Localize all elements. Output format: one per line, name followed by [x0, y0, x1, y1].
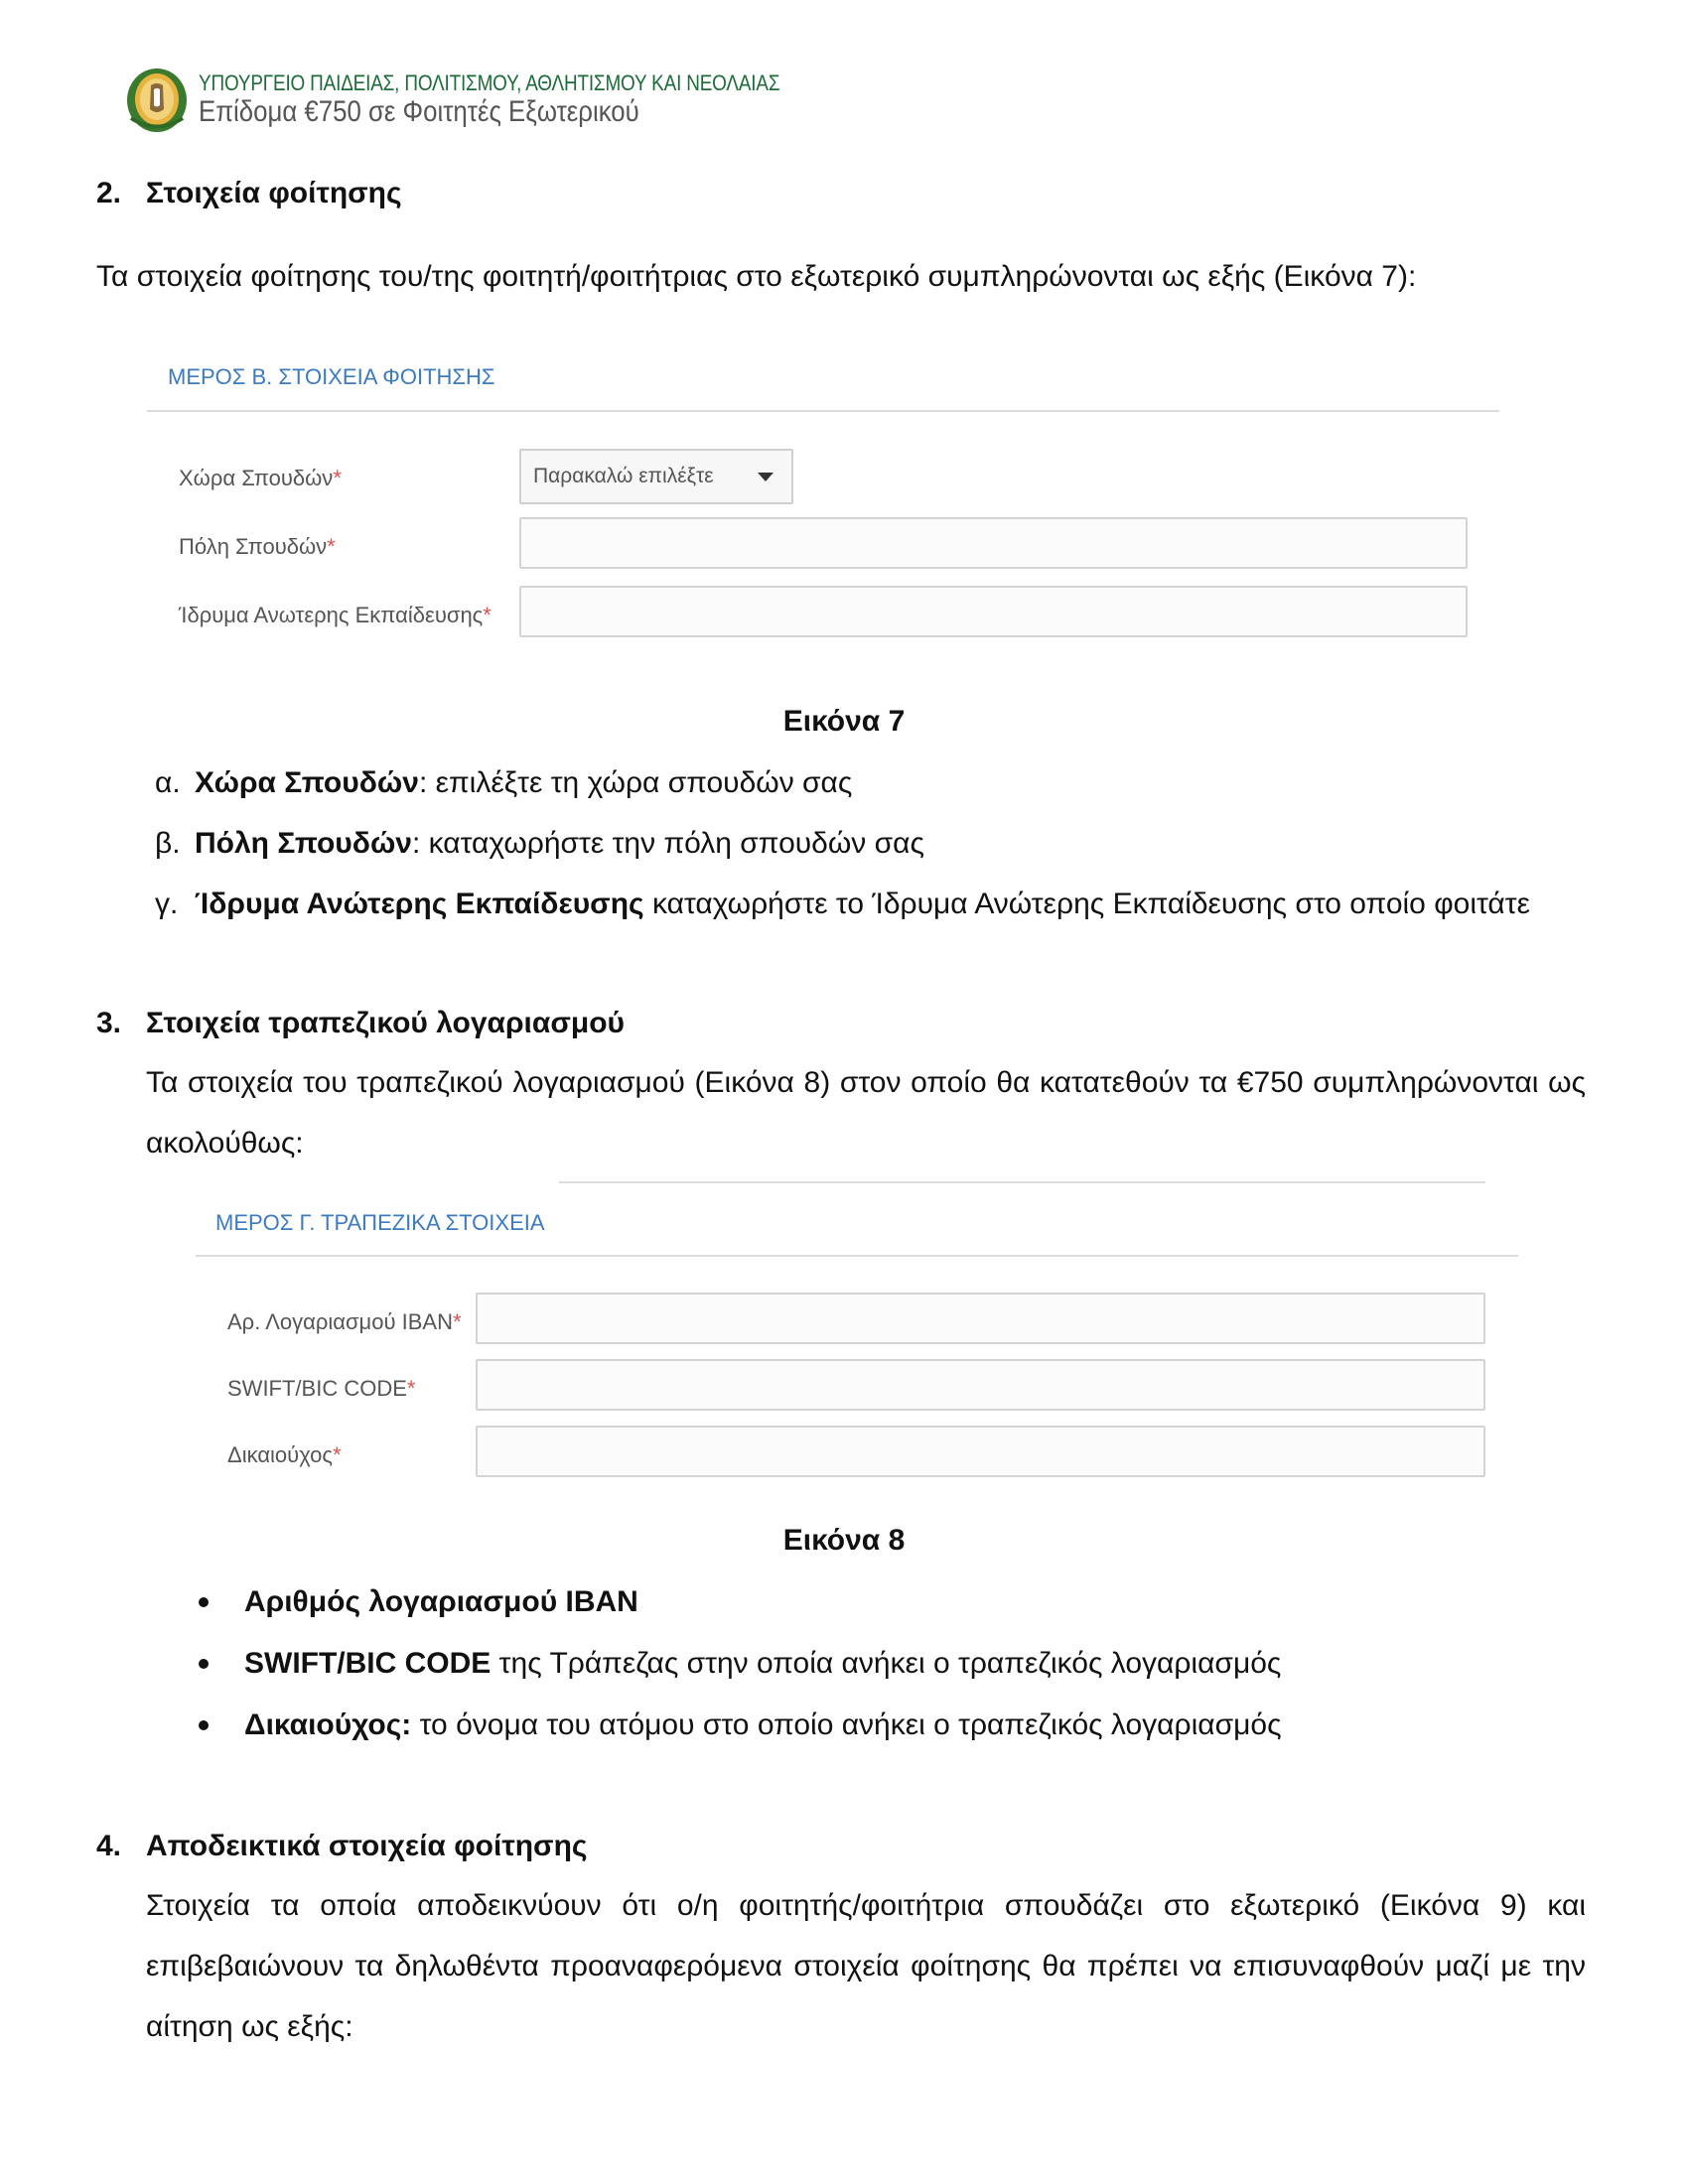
- institution-label: Ίδρυμα Ανωτερης Εκπαίδευσης*: [179, 603, 492, 627]
- list-item: Αριθμός λογαριασμού IBAN: [244, 1585, 638, 1618]
- city-label: Πόλη Σπουδών*: [179, 534, 336, 559]
- document-header: [121, 64, 875, 135]
- section-title: Στοιχεία φοίτησης: [146, 177, 402, 209]
- iban-label: Αρ. Λογαριασμού IBAN*: [227, 1309, 462, 1334]
- ministry-name: ΥΠΟΥΡΓΕΙΟ ΠΑΙΔΕΙΑΣ, ΠΟΛΙΤΙΣΜΟΥ, ΑΘΛΗΤΙΣΜΟΥ ΚΑΙ ΝΕΟΛΑΙΑΣ: [199, 69, 780, 95]
- city-input[interactable]: [519, 517, 1468, 569]
- swift-input[interactable]: [476, 1359, 1485, 1411]
- form-title: ΜΕΡΟΣ Β. ΣΤΟΙΧΕΙΑ ΦΟΙΤΗΣΗΣ: [168, 364, 495, 389]
- holder-label: Δικαιούχος*: [227, 1442, 342, 1467]
- section-number: 4.: [96, 1830, 122, 1862]
- swift-label: SWIFT/BIC CODE*: [227, 1376, 416, 1401]
- section-2-heading: [96, 177, 402, 210]
- section-4-intro: Στοιχεία τα οποία αποδεικνύουν ότι ο/η φοιτητής/φοιτήτρια σπουδάζει στο εξωτερικό (Εικόνα 9) και επιβεβαιώνουν τα δηλωθέντα προαναφερόμενα στοιχεία φοίτησης θα πρέπει να επισυναφθούν μαζί με την αίτηση ως εξής:: [146, 1889, 1586, 2043]
- list-item: SWIFT/BIC CODE της Τράπεζας στην οποία ανήκει ο τραπεζικός λογαριασμός: [244, 1647, 1282, 1680]
- form-divider: [196, 1255, 1518, 1257]
- country-select-value: Παρακαλώ επιλέξτε: [533, 465, 714, 487]
- form-top-divider: [559, 1181, 1485, 1183]
- form-divider: [147, 410, 1499, 412]
- list-item: γ. Ίδρυμα Ανώτερης Εκπαίδευσης καταχωρήστε το Ίδρυμα Ανώτερης Εκπαίδευσης στο οποίο φοιτάτε: [155, 887, 1530, 920]
- cyprus-crest-logo: [121, 64, 193, 135]
- section-title: Αποδεικτικά στοιχεία φοίτησης: [146, 1830, 588, 1862]
- document-subtitle: Επίδομα €750 σε Φοιτητές Εξωτερικού: [199, 94, 639, 128]
- figure-7-caption: Εικόνα 7: [782, 705, 906, 738]
- section-2-intro: Τα στοιχεία φοίτησης του/της φοιτητή/φοιτήτριας στο εξωτερικό συμπληρώνονται ως εξής (Εικόνα 7):: [96, 260, 1417, 293]
- country-select[interactable]: [519, 449, 793, 504]
- holder-input[interactable]: [476, 1426, 1485, 1477]
- iban-input[interactable]: [476, 1293, 1485, 1344]
- section-number: 3.: [96, 1007, 122, 1039]
- list-item: α. Χώρα Σπουδών: επιλέξτε τη χώρα σπουδών σας: [155, 766, 853, 799]
- section-4-heading: [96, 1830, 588, 1863]
- section-number: 2.: [96, 177, 122, 209]
- list-item: β. Πόλη Σπουδών: καταχωρήστε την πόλη σπουδών σας: [155, 827, 924, 860]
- list-item: Δικαιούχος: το όνομα του ατόμου στο οποίο ανήκει ο τραπεζικός λογαριασμός: [244, 1708, 1282, 1741]
- bullet-icon: [199, 1597, 209, 1607]
- dropdown-caret-icon: [758, 473, 774, 481]
- form-title: ΜΕΡΟΣ Γ. ΤΡΑΠΕΖΙΚΑ ΣΤΟΙΧΕΙΑ: [215, 1210, 545, 1235]
- bullet-icon: [199, 1720, 209, 1730]
- bullet-icon: [199, 1659, 209, 1669]
- section-3-intro: Τα στοιχεία του τραπεζικού λογαριασμού (Εικόνα 8) στον οποίο θα κατατεθούν τα €750 συμπληρώνονται ως ακολούθως:: [146, 1066, 1586, 1160]
- institution-input[interactable]: [519, 586, 1468, 637]
- figure-8-caption: Εικόνα 8: [782, 1524, 906, 1557]
- section-3-heading: [96, 1007, 625, 1040]
- section-title: Στοιχεία τραπεζικού λογαριασμού: [146, 1007, 625, 1039]
- country-label: Χώρα Σπουδών*: [179, 466, 342, 490]
